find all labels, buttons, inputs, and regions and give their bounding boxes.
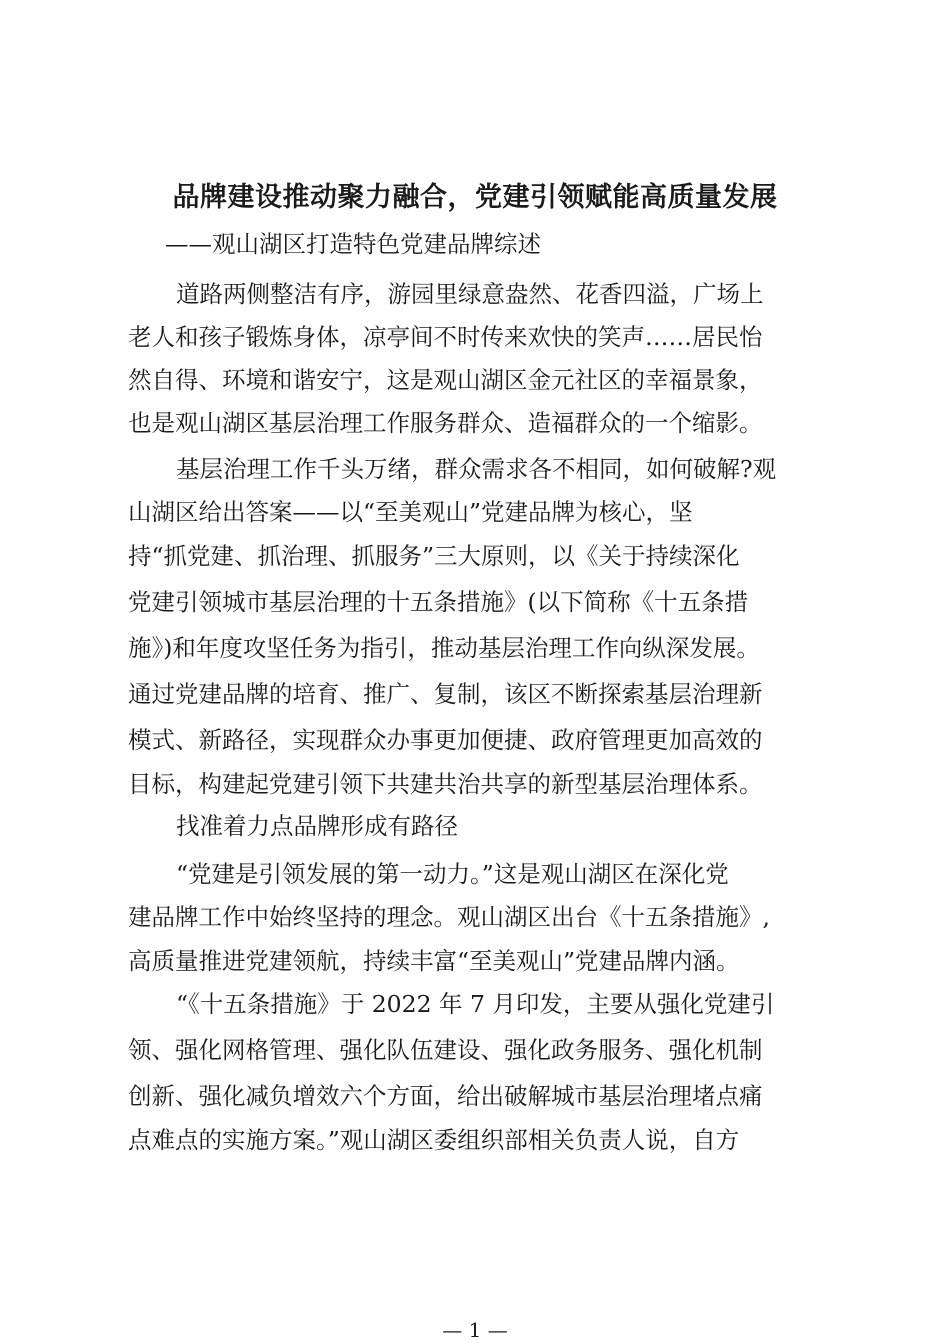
paragraph-line: 基层治理工作千头万绪，群众需求各不相同，如何破解?观 <box>176 455 777 483</box>
paragraph-line: 也是观山湖区基层治理工作服务群众、造福群众的一个缩影。 <box>128 409 763 437</box>
paragraph-line: 目标，构建起党建引领下共建共治共享的新型基层治理体系。 <box>128 770 763 798</box>
paragraph-line: 老人和孩子锻炼身体，凉亭间不时传来欢快的笑声……居民怡 <box>128 323 763 351</box>
paragraph-line: “《十五条措施》于 2022 年 7 月印发，主要从强化党建引 <box>176 990 775 1018</box>
section-heading: 找准着力点品牌形成有路径 <box>176 812 458 840</box>
paragraph-line: 模式、新路径，实现群众办事更加便捷、政府管理更加高效的 <box>128 726 763 754</box>
paragraph-line: 点难点的实施方案。”观山湖区委组织部相关负责人说，自方 <box>128 1126 740 1154</box>
paragraph-line: “党建是引领发展的第一动力。”这是观山湖区在深化党 <box>176 860 729 888</box>
paragraph-line: 高质量推进党建领航，持续丰富“至美观山”党建品牌内涵。 <box>128 947 740 975</box>
paragraph-line: 道路两侧整洁有序，游园里绿意盎然、花香四溢，广场上 <box>176 280 764 308</box>
paragraph-line: 通过党建品牌的培育、推广、复制，该区不断探索基层治理新 <box>128 680 763 708</box>
paragraph-line: 创新、强化减负增效六个方面，给出破解城市基层治理堵点痛 <box>128 1082 763 1110</box>
page-number: — 1 — <box>442 1318 508 1342</box>
paragraph-line: 山湖区给出答案——以“至美观山”党建品牌为核心，坚 <box>128 498 693 526</box>
paragraph-line: 持“抓党建、抓治理、抓服务”三大原则，以《关于持续深化 <box>128 542 740 570</box>
document-subtitle: ——观山湖区打造特色党建品牌综述 <box>165 230 541 258</box>
document-title: 品牌建设推动聚力融合，党建引领赋能高质量发展 <box>172 182 778 213</box>
paragraph-line: 建品牌工作中始终坚持的理念。观山湖区出台《十五条措施》, <box>128 903 770 931</box>
paragraph-line: 然自得、环境和谐安宁，这是观山湖区金元社区的幸福景象， <box>128 366 763 394</box>
paragraph-line: 领、强化网格管理、强化队伍建设、强化政务服务、强化机制 <box>128 1036 763 1064</box>
paragraph-line: 党建引领城市基层治理的十五条措施》(以下简称《十五条措 <box>128 588 749 616</box>
paragraph-line: 施》)和年度攻坚任务为指引，推动基层治理工作向纵深发展。 <box>128 634 760 662</box>
